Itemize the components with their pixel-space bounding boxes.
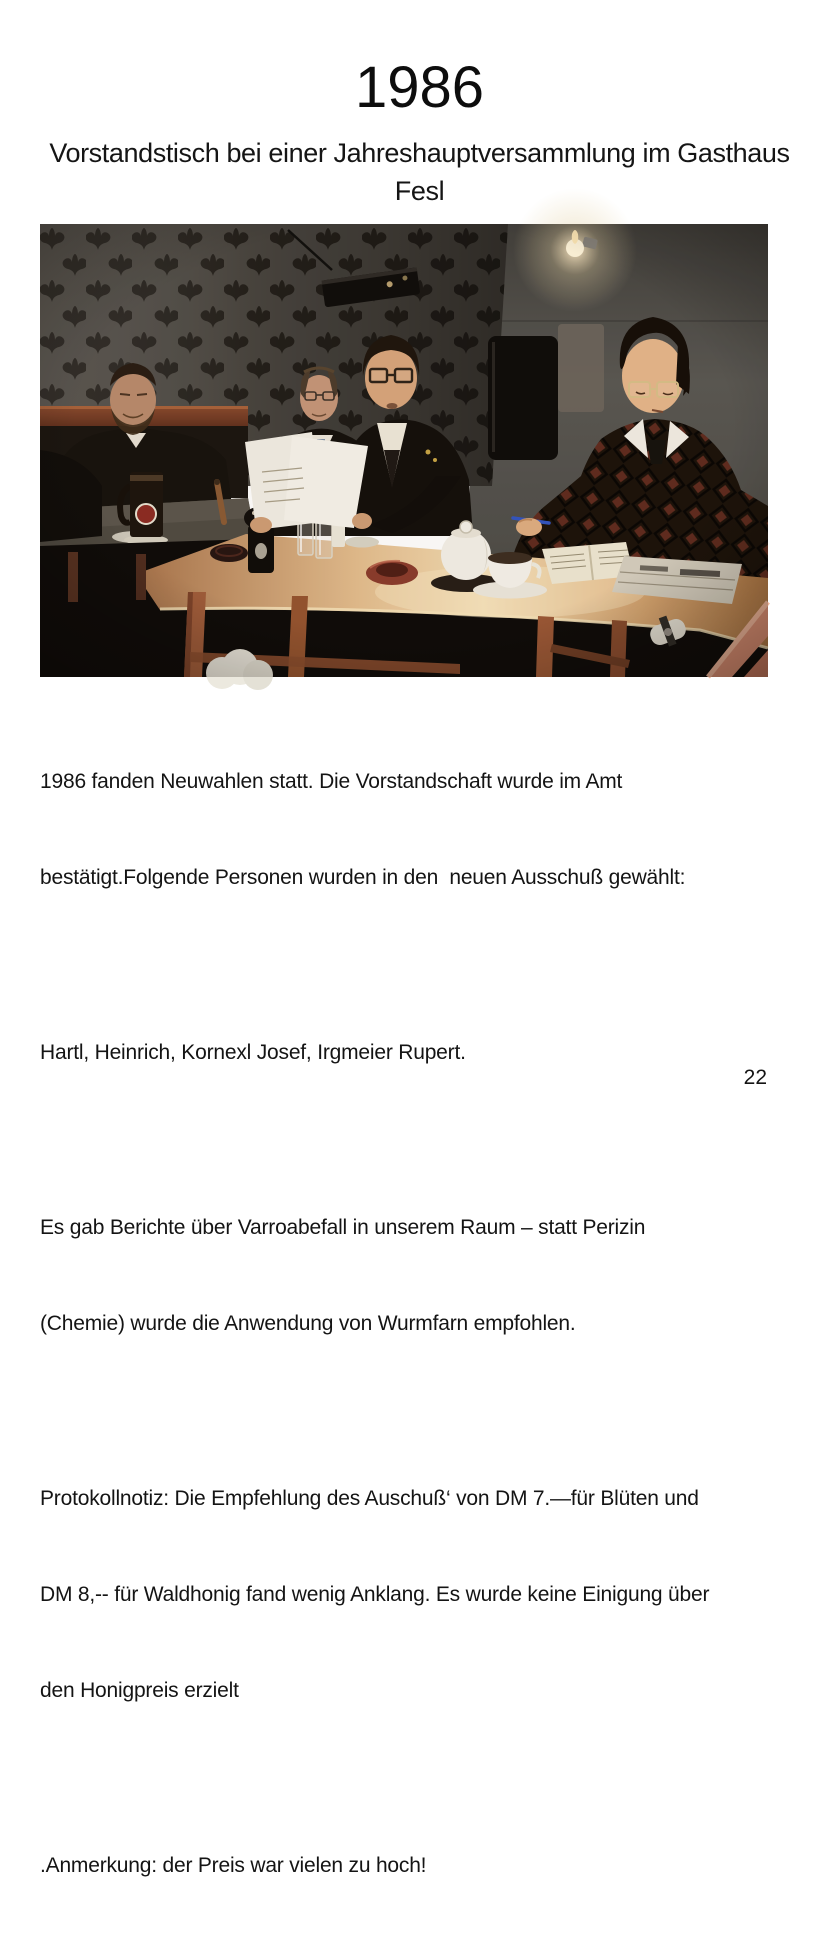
page-number: 22 [743,1066,767,1089]
text-line: .Anmerkung: der Preis war vielen zu hoch! [40,1853,427,1877]
paragraph-anmerkung [40,1786,768,1946]
text-line: Protokollnotiz: Die Empfehlung des Auschuß‘ von DM 7.—für Blüten und [40,1486,699,1510]
paragraph-protokoll [40,1419,768,1771]
text-line: bestätigt.Folgende Personen wurden in den neuen Ausschuß gewählt: [40,865,686,889]
text-line: den Honigpreis erzielt [40,1678,239,1702]
body-text [40,702,768,1946]
paragraph-varroa [40,1148,768,1404]
text-line: 1986 fanden Neuwahlen statt. Die Vorstandschaft wurde im Amt [40,769,623,793]
text-line: DM 8,-- für Waldhonig fand wenig Anklang. Es wurde keine Einigung über [40,1582,710,1606]
text-line: Es gab Berichte über Varroabefall in unserem Raum – statt Perizin [40,1215,646,1239]
page-subtitle [0,134,839,210]
paragraph-elections [40,702,768,958]
page-title: 1986 [354,55,485,120]
warm-tint [40,224,768,677]
subtitle-line-2: Fesl [394,175,445,206]
meeting-photo [40,224,768,677]
text-line: Hartl, Heinrich, Kornexl Josef, Irgmeier Rupert. [40,1040,466,1064]
subtitle-line-1: Vorstandstisch bei einer Jahreshauptversammlung im Gasthaus [49,137,790,168]
paragraph-names [40,973,768,1133]
text-line: (Chemie) wurde die Anwendung von Wurmfarn empfohlen. [40,1311,576,1335]
